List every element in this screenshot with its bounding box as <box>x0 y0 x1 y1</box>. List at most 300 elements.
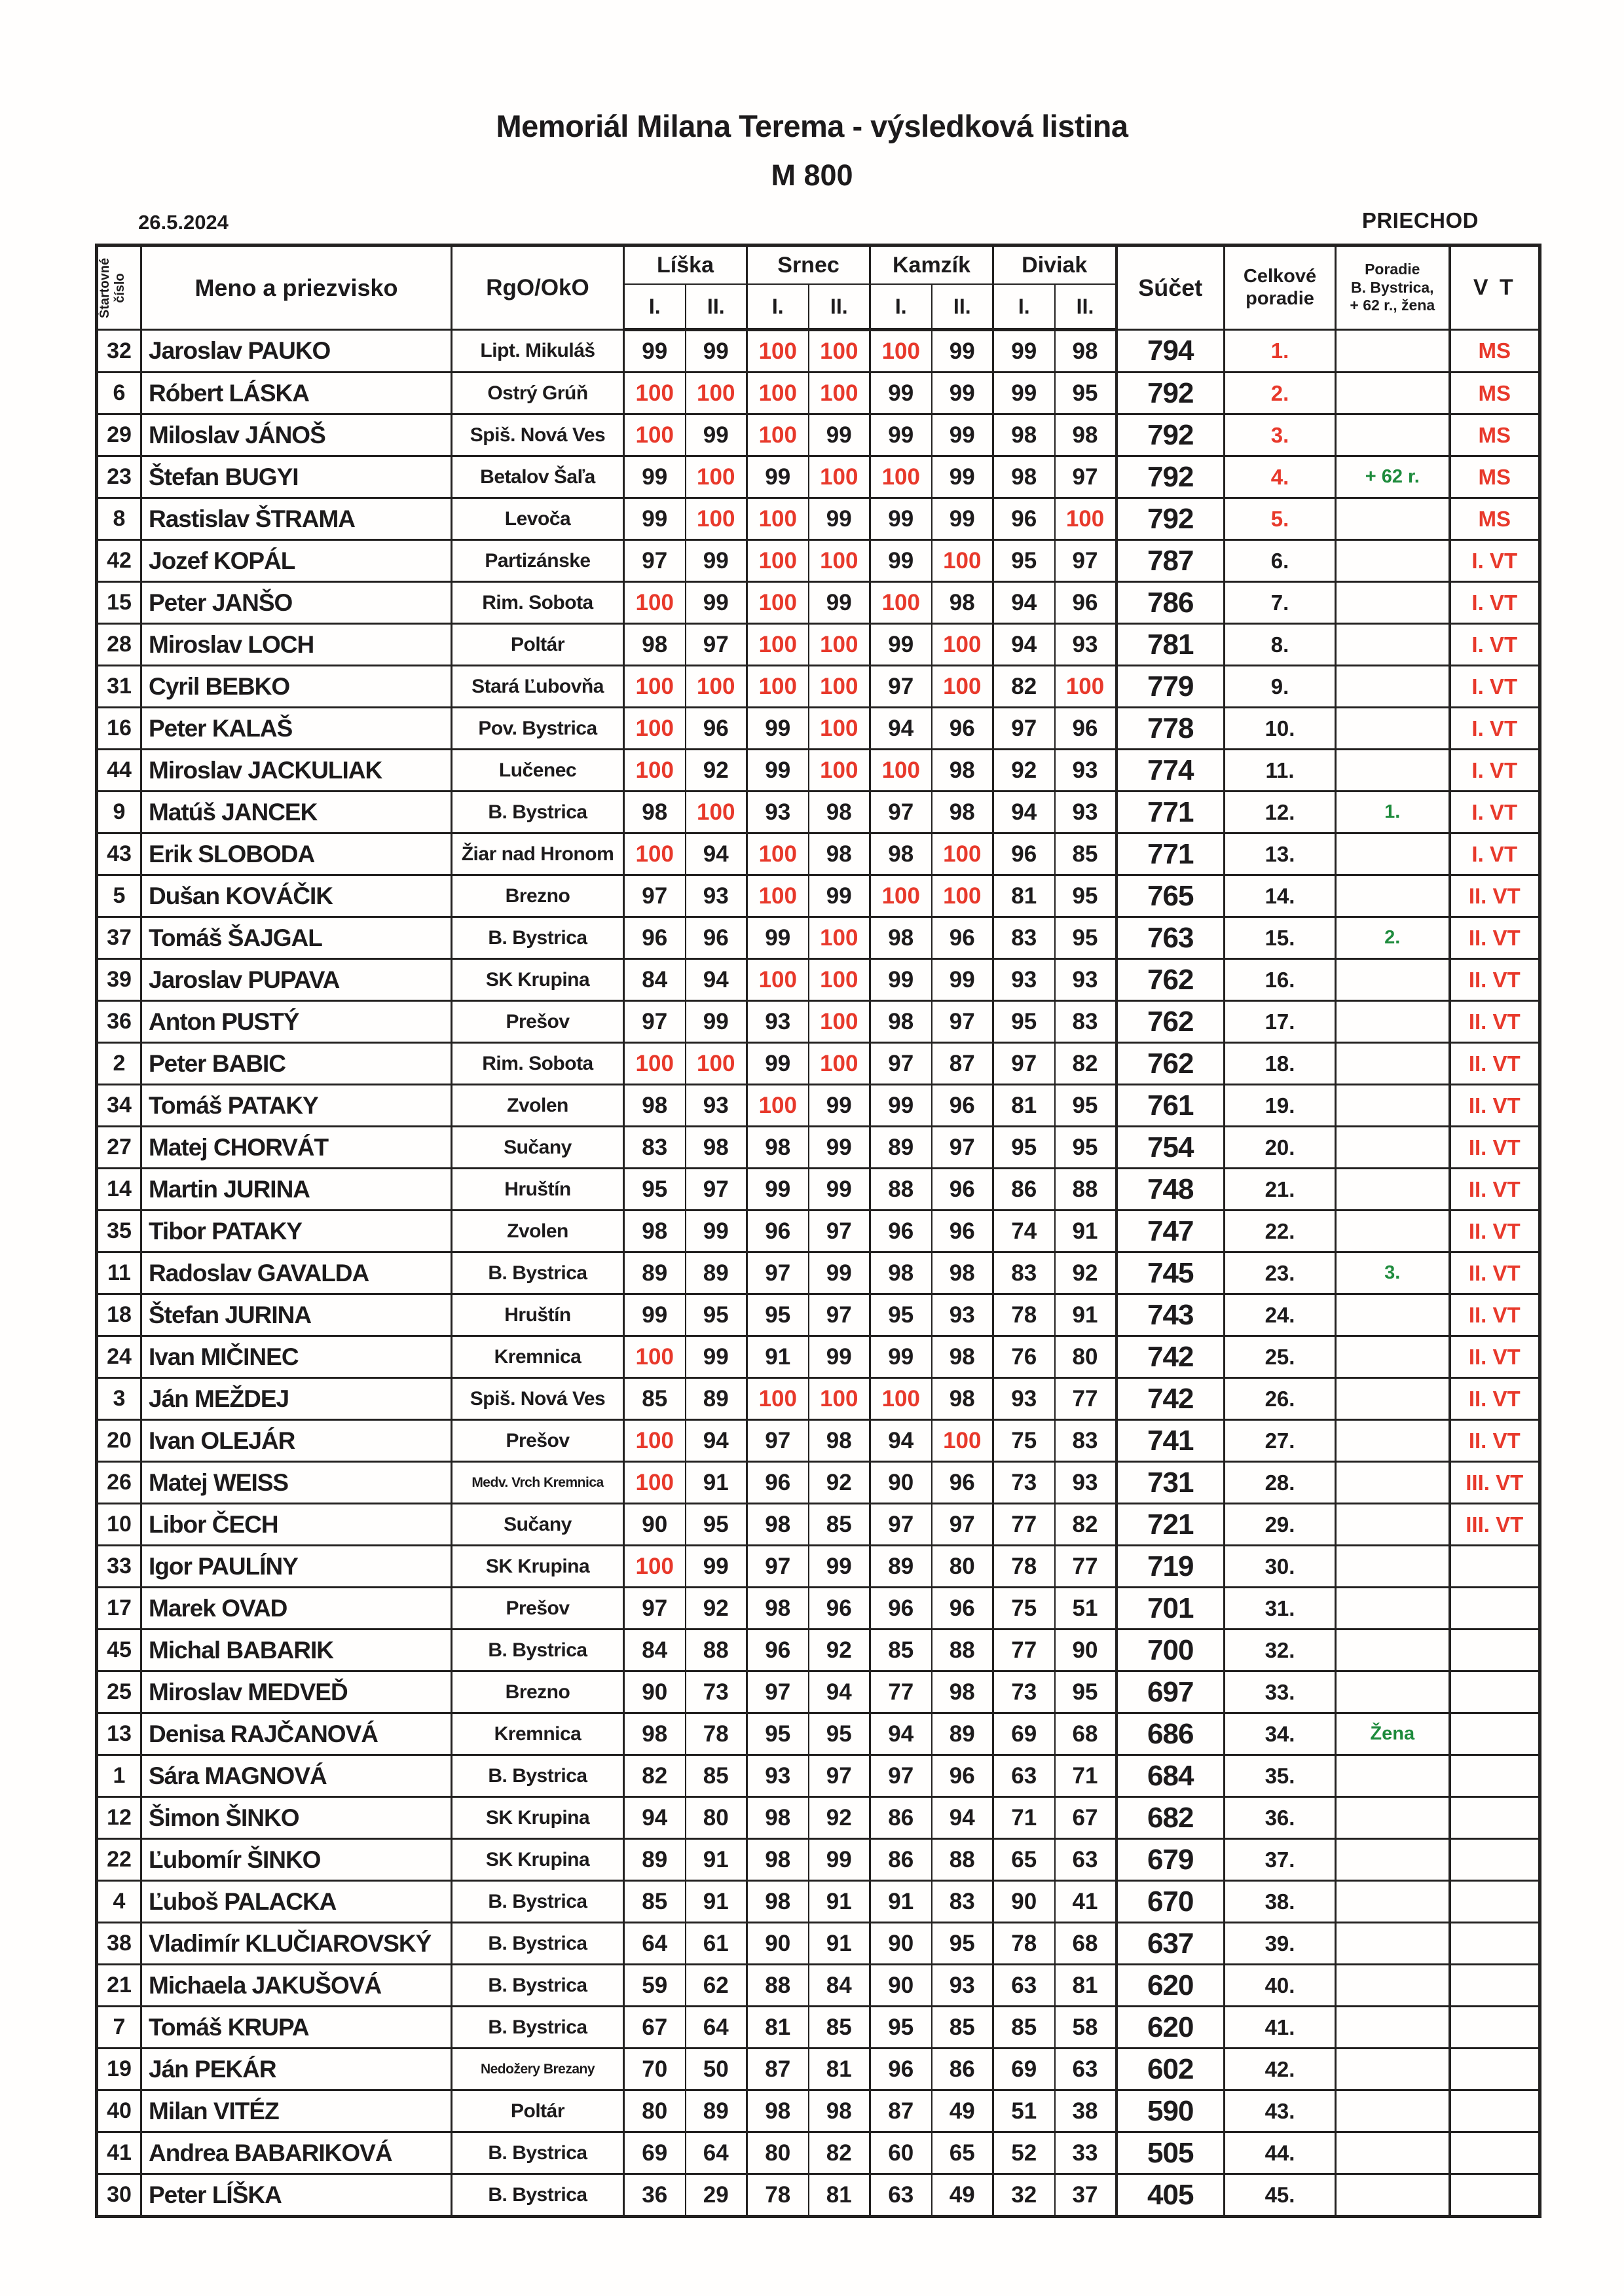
vt-class-cell: II. VT <box>1450 1085 1540 1127</box>
score-cell: 29 <box>686 2174 747 2217</box>
club-name: Spiš. Nová Ves <box>452 414 624 456</box>
score-cell: 98 <box>624 624 686 666</box>
score-cell: 93 <box>932 1965 993 2007</box>
sum-cell: 741 <box>1116 1420 1225 1462</box>
start-number: 21 <box>97 1965 141 2007</box>
sum-cell: 771 <box>1116 792 1225 833</box>
vt-class-cell: MS <box>1450 330 1540 373</box>
competitor-name: Radoslav GAVALDA <box>141 1252 452 1294</box>
overall-rank-cell: 38. <box>1225 1881 1336 1923</box>
score-cell: 100 <box>624 833 686 875</box>
score-cell: 94 <box>624 1797 686 1839</box>
overall-rank-cell: 40. <box>1225 1965 1336 2007</box>
competitor-name: Michaela JAKUŠOVÁ <box>141 1965 452 2007</box>
competitor-name: Libor ČECH <box>141 1504 452 1546</box>
score-cell: 87 <box>870 2090 932 2132</box>
score-cell: 68 <box>1055 1923 1116 1965</box>
overall-rank-cell: 37. <box>1225 1839 1336 1881</box>
sum-cell: 697 <box>1116 1671 1225 1713</box>
competitor-name: Matej CHORVÁT <box>141 1127 452 1169</box>
score-cell: 97 <box>624 1588 686 1630</box>
score-cell: 83 <box>993 1252 1055 1294</box>
score-cell: 100 <box>747 959 809 1001</box>
table-row <box>97 582 1540 624</box>
club-name: Brezno <box>452 1671 624 1713</box>
sum-cell: 762 <box>1116 1001 1225 1043</box>
vt-class-cell <box>1450 1588 1540 1630</box>
sum-cell: 745 <box>1116 1252 1225 1294</box>
score-cell: 100 <box>624 1420 686 1462</box>
score-cell: 82 <box>624 1755 686 1797</box>
table-row <box>97 1252 1540 1294</box>
special-rank-cell <box>1336 2174 1450 2217</box>
score-cell: 73 <box>993 1671 1055 1713</box>
score-cell: 78 <box>993 1294 1055 1336</box>
start-number: 36 <box>97 1001 141 1043</box>
score-cell: 90 <box>624 1504 686 1546</box>
sum-cell: 405 <box>1116 2174 1225 2217</box>
sum-cell: 754 <box>1116 1127 1225 1169</box>
start-number: 15 <box>97 582 141 624</box>
score-cell: 97 <box>870 666 932 708</box>
score-cell: 96 <box>932 1462 993 1504</box>
start-number: 7 <box>97 2007 141 2049</box>
vt-class-cell <box>1450 1630 1540 1671</box>
score-cell: 88 <box>747 1965 809 2007</box>
competitor-name: Denisa RAJČANOVÁ <box>141 1713 452 1755</box>
results-body <box>97 330 1540 2217</box>
score-cell: 90 <box>870 1923 932 1965</box>
overall-rank-cell: 30. <box>1225 1546 1336 1588</box>
score-cell: 85 <box>624 1881 686 1923</box>
score-cell: 100 <box>747 624 809 666</box>
score-cell: 83 <box>624 1127 686 1169</box>
score-cell: 64 <box>686 2007 747 2049</box>
score-cell: 100 <box>747 833 809 875</box>
score-cell: 100 <box>686 456 747 498</box>
score-cell: 68 <box>1055 1713 1116 1755</box>
club-name: SK Krupina <box>452 1797 624 1839</box>
competitor-name: Martin JURINA <box>141 1169 452 1211</box>
competitor-name: Matúš JANCEK <box>141 792 452 833</box>
sum-cell: 620 <box>1116 2007 1225 2049</box>
score-cell: 100 <box>809 959 870 1001</box>
table-row <box>97 1127 1540 1169</box>
vt-class-cell <box>1450 1965 1540 2007</box>
score-cell: 96 <box>870 1588 932 1630</box>
score-cell: 99 <box>624 498 686 540</box>
score-cell: 99 <box>870 1085 932 1127</box>
score-cell: 80 <box>686 1797 747 1839</box>
score-cell: 81 <box>809 2049 870 2090</box>
overall-rank-cell: 23. <box>1225 1252 1336 1294</box>
sum-cell: 742 <box>1116 1336 1225 1378</box>
special-rank-cell <box>1336 2007 1450 2049</box>
score-cell: 94 <box>993 792 1055 833</box>
col-header-start-number <box>97 246 141 330</box>
vt-class-cell: II. VT <box>1450 1336 1540 1378</box>
overall-rank-cell: 3. <box>1225 414 1336 456</box>
col-header-vt: V T <box>1450 246 1540 330</box>
event-location: PRIECHOD <box>1361 208 1479 232</box>
vt-class-cell: I. VT <box>1450 792 1540 833</box>
score-cell: 90 <box>1055 1630 1116 1671</box>
score-cell: 99 <box>932 959 993 1001</box>
score-cell: 100 <box>747 330 809 373</box>
table-row <box>97 875 1540 917</box>
table-row <box>97 792 1540 833</box>
club-name: SK Krupina <box>452 1546 624 1588</box>
club-name: Nedožery Brezany <box>452 2049 624 2090</box>
score-cell: 93 <box>1055 792 1116 833</box>
score-cell: 37 <box>1055 2174 1116 2217</box>
table-row <box>97 2007 1540 2049</box>
competitor-name: Jaroslav PAUKO <box>141 330 452 373</box>
start-number: 1 <box>97 1755 141 1797</box>
vt-class-cell: III. VT <box>1450 1462 1540 1504</box>
score-cell: 98 <box>747 2090 809 2132</box>
score-cell: 99 <box>993 330 1055 373</box>
score-cell: 85 <box>932 2007 993 2049</box>
score-cell: 99 <box>747 917 809 959</box>
score-cell: 82 <box>1055 1043 1116 1085</box>
col-header-special-rank <box>1336 246 1450 330</box>
start-number: 38 <box>97 1923 141 1965</box>
score-cell: 88 <box>932 1839 993 1881</box>
score-cell: 92 <box>993 750 1055 792</box>
table-row <box>97 1839 1540 1881</box>
score-cell: 85 <box>993 2007 1055 2049</box>
club-name: Partizánske <box>452 540 624 582</box>
score-cell: 91 <box>809 1881 870 1923</box>
score-cell: 83 <box>932 1881 993 1923</box>
col-header-srnec: Srnec <box>747 246 870 285</box>
score-cell: 82 <box>993 666 1055 708</box>
score-cell: 84 <box>624 959 686 1001</box>
competitor-name: Tomáš ŠAJGAL <box>141 917 452 959</box>
score-cell: 100 <box>686 792 747 833</box>
special-rank-cell <box>1336 1169 1450 1211</box>
score-cell: 93 <box>993 959 1055 1001</box>
special-rank-cell <box>1336 1127 1450 1169</box>
score-cell: 80 <box>1055 1336 1116 1378</box>
score-cell: 73 <box>686 1671 747 1713</box>
score-cell: 100 <box>747 875 809 917</box>
table-row <box>97 1211 1540 1252</box>
vt-class-cell <box>1450 1797 1540 1839</box>
score-cell: 99 <box>870 414 932 456</box>
score-cell: 96 <box>932 708 993 750</box>
score-cell: 95 <box>1055 917 1116 959</box>
score-cell: 100 <box>686 1043 747 1085</box>
score-cell: 61 <box>686 1923 747 1965</box>
score-cell: 95 <box>747 1713 809 1755</box>
score-cell: 99 <box>809 1336 870 1378</box>
score-cell: 71 <box>1055 1755 1116 1797</box>
competitor-name: Peter LÍŠKA <box>141 2174 452 2217</box>
score-cell: 100 <box>624 373 686 414</box>
special-rank-cell <box>1336 2049 1450 2090</box>
score-cell: 89 <box>624 1839 686 1881</box>
overall-rank-cell: 13. <box>1225 833 1336 875</box>
special-rank-cell <box>1336 1001 1450 1043</box>
table-row <box>97 1923 1540 1965</box>
score-cell: 100 <box>932 875 993 917</box>
score-cell: 98 <box>932 1252 993 1294</box>
overall-rank-cell: 12. <box>1225 792 1336 833</box>
special-rank-cell <box>1336 1504 1450 1546</box>
score-cell: 91 <box>1055 1294 1116 1336</box>
vt-class-cell <box>1450 2090 1540 2132</box>
score-cell: 98 <box>870 1001 932 1043</box>
overall-rank-cell: 4. <box>1225 456 1336 498</box>
table-row <box>97 666 1540 708</box>
overall-rank-cell: 44. <box>1225 2132 1336 2174</box>
subcol-srnec-1: I. <box>747 284 809 330</box>
table-row <box>97 1671 1540 1713</box>
score-cell: 95 <box>993 540 1055 582</box>
score-cell: 98 <box>870 1252 932 1294</box>
score-cell: 99 <box>686 540 747 582</box>
table-row <box>97 2090 1540 2132</box>
score-cell: 85 <box>809 1504 870 1546</box>
club-name: Rim. Sobota <box>452 582 624 624</box>
special-rank-cell <box>1336 1336 1450 1378</box>
score-cell: 100 <box>747 414 809 456</box>
score-cell: 100 <box>809 1043 870 1085</box>
score-cell: 97 <box>686 1169 747 1211</box>
overall-rank-cell: 15. <box>1225 917 1336 959</box>
score-cell: 100 <box>870 1378 932 1420</box>
score-cell: 100 <box>870 456 932 498</box>
score-cell: 100 <box>870 875 932 917</box>
overall-rank-cell: 14. <box>1225 875 1336 917</box>
sum-cell: 684 <box>1116 1755 1225 1797</box>
sum-cell: 781 <box>1116 624 1225 666</box>
vt-class-cell: I. VT <box>1450 708 1540 750</box>
competitor-name: Cyril BEBKO <box>141 666 452 708</box>
score-cell: 95 <box>1055 1671 1116 1713</box>
score-cell: 99 <box>870 373 932 414</box>
club-name: B. Bystrica <box>452 917 624 959</box>
special-rank-cell <box>1336 498 1450 540</box>
start-number: 3 <box>97 1378 141 1420</box>
overall-rank-cell: 36. <box>1225 1797 1336 1839</box>
sum-cell: 700 <box>1116 1630 1225 1671</box>
club-name: Sučany <box>452 1504 624 1546</box>
score-cell: 99 <box>809 1127 870 1169</box>
table-row <box>97 1169 1540 1211</box>
overall-rank-cell: 34. <box>1225 1713 1336 1755</box>
competitor-name: Ivan MIČINEC <box>141 1336 452 1378</box>
score-cell: 96 <box>624 917 686 959</box>
score-cell: 97 <box>624 875 686 917</box>
score-cell: 99 <box>809 498 870 540</box>
score-cell: 93 <box>1055 959 1116 1001</box>
score-cell: 100 <box>932 1420 993 1462</box>
table-row <box>97 1713 1540 1755</box>
score-cell: 99 <box>747 708 809 750</box>
club-name: Kremnica <box>452 1713 624 1755</box>
sum-cell: 742 <box>1116 1378 1225 1420</box>
table-row <box>97 2132 1540 2174</box>
score-cell: 93 <box>686 875 747 917</box>
score-cell: 85 <box>809 2007 870 2049</box>
subcol-diviak-1: I. <box>993 284 1055 330</box>
club-name: SK Krupina <box>452 959 624 1001</box>
special-header-line2: B. Bystrica, <box>1350 278 1434 296</box>
score-cell: 99 <box>870 624 932 666</box>
club-name: Stará Ľubovňa <box>452 666 624 708</box>
score-cell: 69 <box>993 2049 1055 2090</box>
score-cell: 63 <box>1055 2049 1116 2090</box>
score-cell: 96 <box>686 917 747 959</box>
table-row <box>97 1378 1540 1420</box>
score-cell: 98 <box>1055 330 1116 373</box>
start-number: 39 <box>97 959 141 1001</box>
vt-class-cell <box>1450 1755 1540 1797</box>
competitor-name: Peter KALAŠ <box>141 708 452 750</box>
special-rank-cell <box>1336 582 1450 624</box>
start-number: 2 <box>97 1043 141 1085</box>
table-row <box>97 1085 1540 1127</box>
score-cell: 92 <box>1055 1252 1116 1294</box>
score-cell: 89 <box>686 1252 747 1294</box>
start-number: 24 <box>97 1336 141 1378</box>
score-cell: 99 <box>747 1043 809 1085</box>
score-cell: 100 <box>686 666 747 708</box>
overall-rank-cell: 17. <box>1225 1001 1336 1043</box>
score-cell: 83 <box>993 917 1055 959</box>
overall-rank-cell: 19. <box>1225 1085 1336 1127</box>
competitor-name: Ján PEKÁR <box>141 2049 452 2090</box>
score-cell: 73 <box>993 1462 1055 1504</box>
score-cell: 97 <box>870 1755 932 1797</box>
score-cell: 100 <box>624 750 686 792</box>
special-rank-cell: Žena <box>1336 1713 1450 1755</box>
sum-cell: 748 <box>1116 1169 1225 1211</box>
vt-class-cell: I. VT <box>1450 624 1540 666</box>
results-table <box>95 244 1541 2218</box>
club-name: Zvolen <box>452 1085 624 1127</box>
score-cell: 94 <box>686 833 747 875</box>
competitor-name: Ivan OLEJÁR <box>141 1420 452 1462</box>
table-row <box>97 917 1540 959</box>
score-cell: 99 <box>686 582 747 624</box>
score-cell: 94 <box>686 959 747 1001</box>
score-cell: 88 <box>686 1630 747 1671</box>
start-number: 8 <box>97 498 141 540</box>
special-rank-cell <box>1336 1923 1450 1965</box>
table-row <box>97 750 1540 792</box>
club-name: Poltár <box>452 624 624 666</box>
sum-cell: 682 <box>1116 1797 1225 1839</box>
score-cell: 33 <box>1055 2132 1116 2174</box>
special-rank-cell <box>1336 1797 1450 1839</box>
score-cell: 87 <box>747 2049 809 2090</box>
score-cell: 77 <box>870 1671 932 1713</box>
club-name: SK Krupina <box>452 1839 624 1881</box>
sum-cell: 679 <box>1116 1839 1225 1881</box>
sum-cell: 787 <box>1116 540 1225 582</box>
score-cell: 95 <box>870 1294 932 1336</box>
score-cell: 60 <box>870 2132 932 2174</box>
score-cell: 97 <box>686 624 747 666</box>
start-number: 23 <box>97 456 141 498</box>
special-rank-cell: + 62 r. <box>1336 456 1450 498</box>
special-rank-cell <box>1336 2090 1450 2132</box>
special-rank-cell <box>1336 1839 1450 1881</box>
start-number: 6 <box>97 373 141 414</box>
score-cell: 98 <box>870 917 932 959</box>
overall-rank-cell: 6. <box>1225 540 1336 582</box>
score-cell: 63 <box>993 1965 1055 2007</box>
score-cell: 99 <box>932 456 993 498</box>
special-rank-cell: 2. <box>1336 917 1450 959</box>
score-cell: 95 <box>993 1127 1055 1169</box>
score-cell: 98 <box>932 582 993 624</box>
score-cell: 98 <box>932 750 993 792</box>
overall-rank-cell: 8. <box>1225 624 1336 666</box>
special-rank-cell <box>1336 330 1450 373</box>
club-name: Zvolen <box>452 1211 624 1252</box>
score-cell: 100 <box>686 498 747 540</box>
special-header-line3: + 62 r., žena <box>1350 297 1435 314</box>
score-cell: 97 <box>809 1755 870 1797</box>
vt-class-cell <box>1450 1839 1540 1881</box>
special-rank-cell <box>1336 373 1450 414</box>
score-cell: 96 <box>1055 582 1116 624</box>
score-cell: 98 <box>809 2090 870 2132</box>
score-cell: 89 <box>686 1378 747 1420</box>
table-row <box>97 330 1540 373</box>
title-block <box>0 108 1624 192</box>
special-rank-cell <box>1336 1211 1450 1252</box>
score-cell: 99 <box>809 582 870 624</box>
start-number: 22 <box>97 1839 141 1881</box>
special-rank-cell <box>1336 1965 1450 2007</box>
club-name: Kremnica <box>452 1336 624 1378</box>
overall-rank-cell: 20. <box>1225 1127 1336 1169</box>
score-cell: 86 <box>870 1839 932 1881</box>
score-cell: 51 <box>1055 1588 1116 1630</box>
table-row <box>97 540 1540 582</box>
table-row <box>97 833 1540 875</box>
score-cell: 91 <box>1055 1211 1116 1252</box>
score-cell: 97 <box>809 1211 870 1252</box>
competitor-name: Anton PUSTÝ <box>141 1001 452 1043</box>
score-cell: 95 <box>1055 373 1116 414</box>
score-cell: 99 <box>932 330 993 373</box>
sum-cell: 670 <box>1116 1881 1225 1923</box>
score-cell: 95 <box>624 1169 686 1211</box>
special-rank-cell <box>1336 750 1450 792</box>
score-cell: 93 <box>1055 750 1116 792</box>
score-cell: 100 <box>624 1462 686 1504</box>
score-cell: 98 <box>686 1127 747 1169</box>
club-name: Ostrý Grúň <box>452 373 624 414</box>
vt-class-cell: II. VT <box>1450 1169 1540 1211</box>
start-number: 14 <box>97 1169 141 1211</box>
score-cell: 59 <box>624 1965 686 2007</box>
score-cell: 75 <box>993 1420 1055 1462</box>
score-cell: 50 <box>686 2049 747 2090</box>
score-cell: 86 <box>932 2049 993 2090</box>
overall-rank-cell: 45. <box>1225 2174 1336 2217</box>
score-cell: 91 <box>870 1881 932 1923</box>
overall-rank-cell: 26. <box>1225 1378 1336 1420</box>
score-cell: 92 <box>686 1588 747 1630</box>
